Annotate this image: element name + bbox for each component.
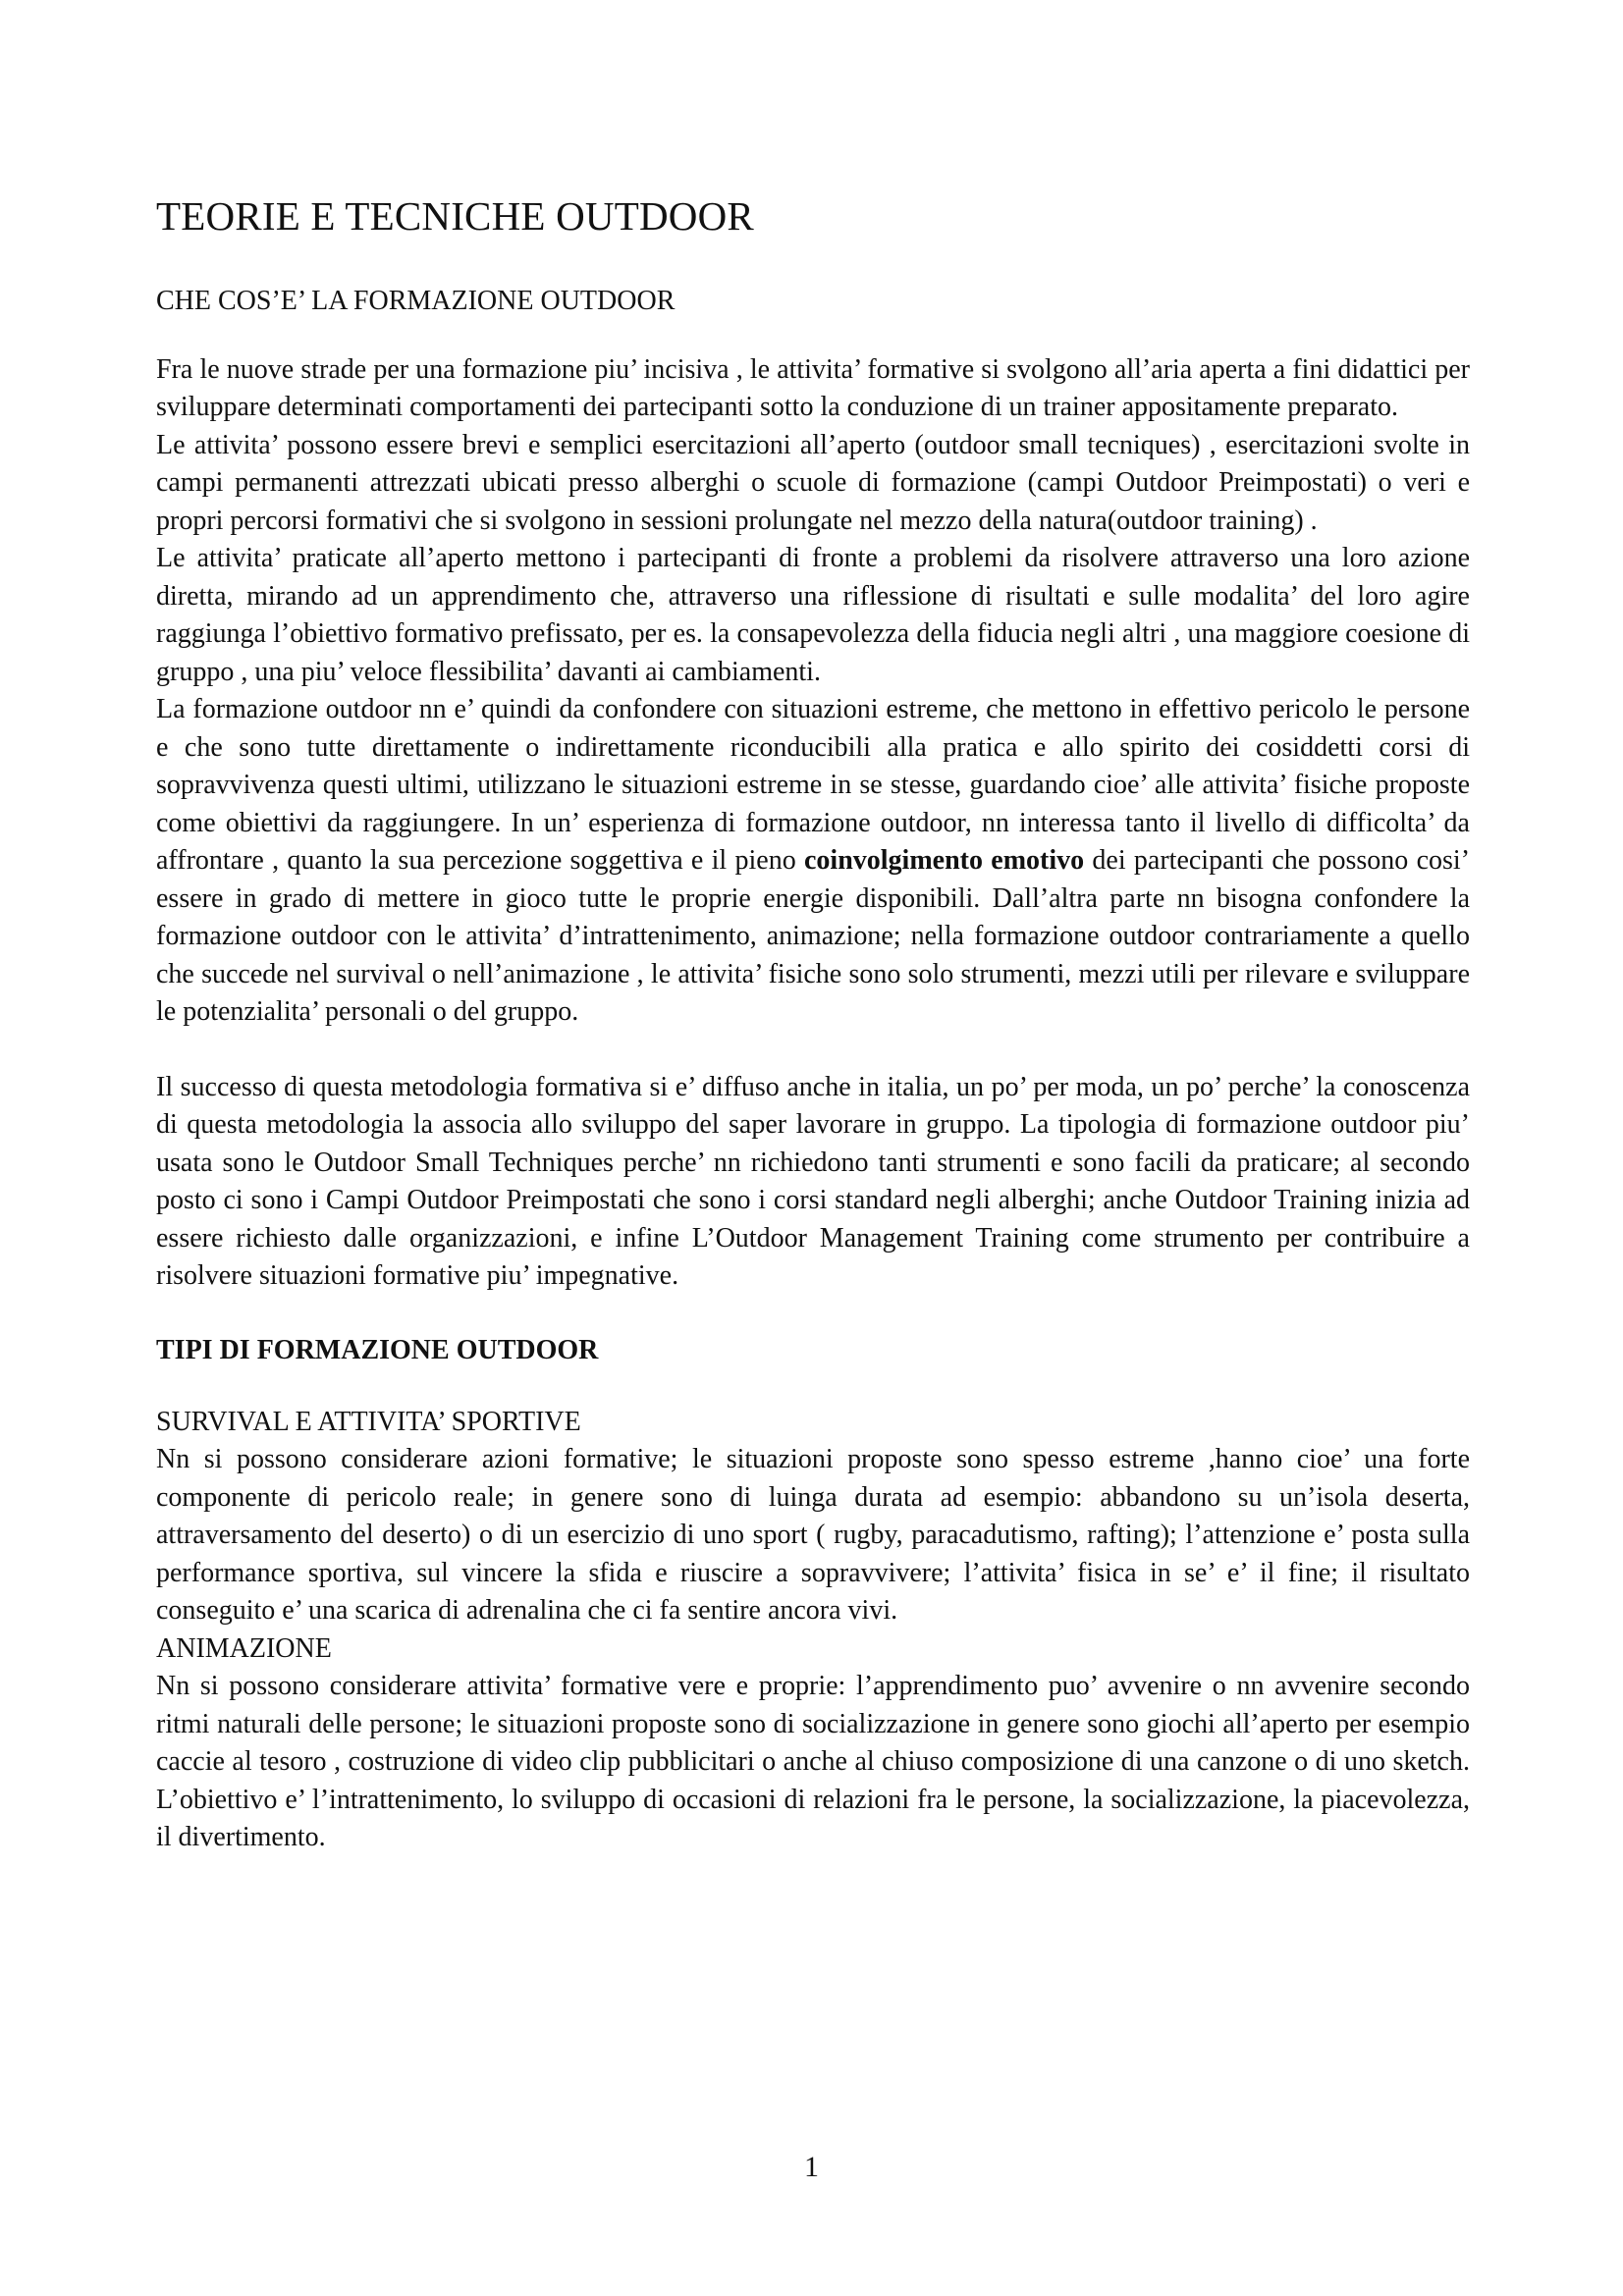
paragraph-intro: Fra le nuove strade per una formazione piu’ incisiva , le attivita’ formative si svolgono all’aria aperta a fini didattici per sviluppare determinati comportamenti dei partecipanti sotto la conduzione di un trainer appositamente preparato. xyxy=(156,353,1470,423)
paragraph-survival: Nn si possono considerare azioni formative; le situazioni proposte sono spesso estreme ,hanno cioe’ una forte componente di pericolo reale; in genere sono di luinga durata ad esempio: abbandono su un’isola deserta, attraversamento del deserto) o di un esercizio di uno sport ( rugby, paracadutismo, rafting); l’attenzione e’ posta sulla performance sportiva, sul vincere la sfida e riuscire a sopravvivere; l’attivita’ fisica in se’ e’ il fine; il risultato conseguito e’ una scarica di adrenalina che ci fa sentire ancora vivi. xyxy=(156,1444,1470,1627)
paragraph-not-extreme-part1: La formazione outdoor nn e’ quindi da confondere con situazioni estreme, che mettono in effettivo pericolo le persone e che sono tutte direttamente o indirettamente riconducibili alla pratica e allo spirito dei cosiddetti corsi di sopravvivenza questi ultimi, utilizzano le situazioni estreme in se stesse, guardando cioe’ alle attivita’ fisiche proposte come obiettivi da raggiungere. In un’ esperienza di formazione outdoor, nn interessa tanto il livello di difficolta’ da affrontare , quanto la sua percezione soggettiva e il pieno xyxy=(156,694,1470,877)
section-heading-outdoor-types: TIPI DI FORMAZIONE OUTDOOR xyxy=(156,1334,599,1365)
paragraph-not-extreme-part2: dei partecipanti che possono cosi’ essere in grado di mettere in gioco tutte le proprie energie disponibili. Dall’altra parte nn bisogna confondere la formazione outdoor con le attivita’ d’intrattenimento, animazione; nella formazione outdoor contrariamente a quello che succede nel survival o nell’animazione , le attivita’ fisiche sono solo strumenti, mezzi utili per rilevare e sviluppare le potenzialita’ personali o del gruppo. xyxy=(156,845,1471,1028)
document-body xyxy=(156,192,1470,1857)
paragraph-spacer xyxy=(156,1296,1470,1333)
subheading-survival: SURVIVAL E ATTIVITA’ SPORTIVE xyxy=(156,1406,581,1437)
paragraph-activities: Le attivita’ possono essere brevi e semplici esercitazioni all’aperto (outdoor small tecniques) , esercitazioni svolte in campi permanenti attrezzati ubicati presso alberghi o scuole di formazione (campi Outdoor Preimpostati) o veri e propri percorsi formativi che si svolgono in sessioni prolungate nel mezzo della natura(outdoor training) . xyxy=(156,429,1470,536)
page-number: 1 xyxy=(804,2151,819,2183)
document-title: TEORIE E TECNICHE OUTDOOR xyxy=(156,193,754,239)
paragraph-not-extreme xyxy=(156,691,1470,1032)
paragraph-success: Il successo di questa metodologia formativa si e’ diffuso anche in italia, un po’ per moda, un po’ perche’ la conoscenza di questa metodologia la associa allo sviluppo del saper lavorare in gruppo. La tipologia di formazione outdoor piu’ usata sono le Outdoor Small Techniques perche’ nn richiedono tanti strumenti e sono facili da praticare; al secondo posto ci sono i Campi Outdoor Preimpostati che sono i corsi standard negli alberghi; anche Outdoor Training inizia ad essere richiesto dalle organizzazioni, e infine L’Outdoor Management Training come strumento per contribuire a risolvere situazioni formative piu’ impegnative. xyxy=(156,1071,1470,1292)
paragraph-spacer xyxy=(156,1032,1470,1069)
section-heading-what-is-outdoor: CHE COS’E’ LA FORMAZIONE OUTDOOR xyxy=(156,286,676,317)
subheading-animazione: ANIMAZIONE xyxy=(156,1632,332,1664)
paragraph-practiced-activities: Le attivita’ praticate all’aperto mettono i partecipanti di fronte a problemi da risolvere attraverso una loro azione diretta, mirando ad un apprendimento che, attraverso una riflessione di risultati e sulle modalita’ del loro agire raggiunga l’obiettivo formativo prefissato, per es. la consapevolezza della fiducia negli altri , una maggiore coesione di gruppo , una piu’ veloce flessibilita’ davanti ai cambiamenti. xyxy=(156,543,1470,687)
emphasis-emotional-involvement: coinvolgimento emotivo xyxy=(804,845,1085,877)
paragraph-animazione: Nn si possono considerare attivita’ formative vere e proprie: l’apprendimento puo’ avvenire o nn avvenire secondo ritmi naturali delle persone; le situazioni proposte sono di socializzazione in genere sono giochi all’aperto per esempio caccie al tesoro , costruzione di video clip pubblicitari o anche al chiuso composizione di una canzone o di uno sketch. L’obiettivo e’ l’intrattenimento, lo sviluppo di occasioni di relazioni fra le persone, la socializzazione, la piacevolezza, il divertimento. xyxy=(156,1671,1470,1853)
